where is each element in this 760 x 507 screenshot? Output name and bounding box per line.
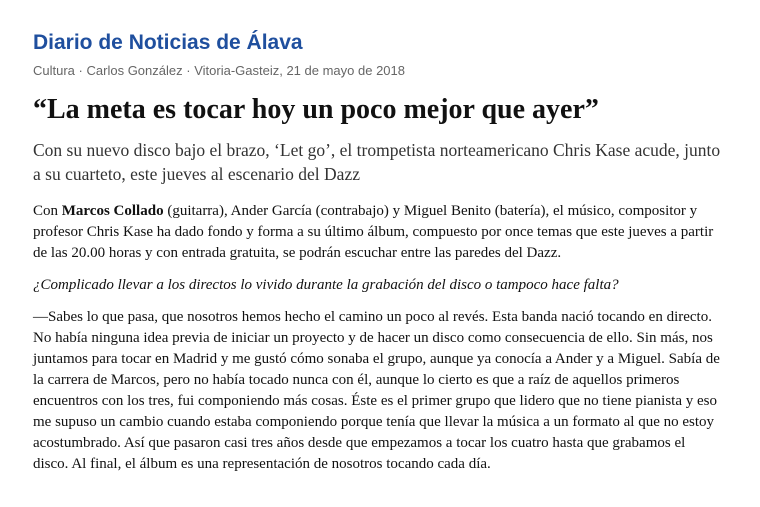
article-headline: “La meta es tocar hoy un poco mejor que ayer” — [33, 94, 599, 125]
intro-rest: (guitarra), Ander García (contrabajo) y Miguel Benito (batería), el músico, compositor y profesor Chris Kase ha dado fondo y forma a su último álbum, compuesto por once temas que este jueves a partir de las 20.00 horas y con entrada gratuita, se podrán escuchar entre las paredes del Dazz. — [33, 203, 714, 261]
meta-separator: · — [186, 63, 191, 78]
article-deck: Con su nuevo disco bajo el brazo, ‘Let go’, el trompetista norteamericano Chris Kase acude, junto a su cuarteto, este jueves al escenario del Dazz — [33, 140, 721, 184]
intro-paragraph — [33, 201, 723, 264]
meta-separator: · — [78, 63, 83, 78]
author-name: Carlos González — [86, 63, 183, 78]
site-masthead-link[interactable]: Diario de Noticias de Álava — [33, 31, 303, 54]
intro-highlight-name: Marcos Collado — [61, 203, 164, 219]
intro-lead: Con — [33, 203, 62, 219]
dateline: Vitoria-Gasteiz, 21 de mayo de 2018 — [194, 63, 405, 78]
section-label[interactable]: Cultura — [33, 63, 75, 78]
interview-question: ¿Complicado llevar a los directos lo vivido durante la grabación del disco o tampoco hace falta? — [33, 277, 619, 293]
article-page — [33, 29, 723, 475]
article-meta — [33, 62, 723, 80]
interview-answer: —Sabes lo que pasa, que nosotros hemos hecho el camino un poco al revés. Esta banda nació tocando en directo. No había ninguna idea previa de iniciar un proyecto y de hacer un disco como consecuencia de ello. Sin más, nos juntamos para tocar en Madrid y me gustó cómo sonaba el grupo, aunque ya conocía a Ander y a Miguel. Sabía de la carrera de Marcos, pero no había tocado nunca con él, aunque lo cierto es que a raíz de aquellos primeros encuentros con los tres, fui componiendo más cosas. Éste es el primer grupo que lidero que no tiene pianista y eso me supuso un cambio cuando estaba componiendo porque tenía que llevar la música a un formato al que no estoy acostumbrado. Así que pasaron casi tres años desde que empezamos a tocar los cuatro hasta que grabamos el disco. Al final, el álbum es una representación de nosotros tocando cada día. — [33, 309, 720, 472]
